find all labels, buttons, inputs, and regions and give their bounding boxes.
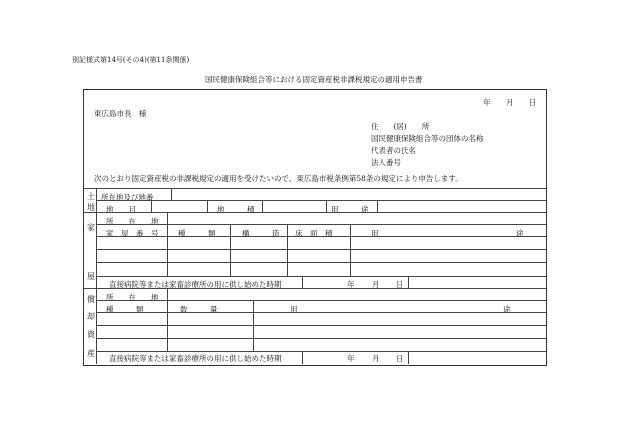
- cell-line: [262, 200, 263, 212]
- divider: [83, 188, 546, 189]
- asset-start-day: 日: [396, 354, 404, 363]
- asset-side-label-1: 償: [87, 295, 95, 304]
- rep-name-label: 代表者の氏名: [371, 146, 416, 155]
- cell-line: [207, 200, 208, 212]
- land-use-label: 用 途: [331, 205, 369, 214]
- land-chimoku-label: 地 目: [106, 205, 136, 214]
- cell-line: [408, 351, 409, 364]
- address-label: 住 (居) 所: [371, 122, 430, 131]
- asset-side-label-3: 資: [87, 330, 95, 339]
- house-col-floor-area: 床 面 積: [295, 229, 333, 238]
- asset-col-use-2: 途: [503, 305, 511, 314]
- house-start-month: 月: [372, 280, 380, 289]
- cell-line: [167, 212, 168, 224]
- land-side-label-1: 土: [87, 192, 95, 201]
- cell-line: [377, 200, 378, 212]
- cell-line: [287, 224, 288, 276]
- row-line: [96, 224, 546, 225]
- cell-line: [302, 276, 303, 288]
- asset-start-year: 年: [347, 354, 355, 363]
- cell-line: [350, 224, 351, 276]
- row-line: [96, 312, 546, 313]
- cell-line: [171, 188, 172, 200]
- org-name-label: 国民健康保険組合等の団体の名称: [371, 134, 484, 143]
- corp-number-label: 法人番号: [371, 158, 401, 167]
- row-line: [96, 325, 546, 326]
- row-line: [96, 249, 546, 250]
- asset-location-label: 所 在 地: [106, 293, 159, 302]
- cell-line: [151, 200, 152, 212]
- date-year: 年: [483, 98, 491, 107]
- row-line: [96, 351, 546, 352]
- land-location-label: 所在地及び地番: [101, 193, 154, 202]
- asset-col-quantity: 数 量: [180, 305, 218, 314]
- row-line: [96, 262, 546, 263]
- row-line: [96, 300, 546, 301]
- land-chiseki-label: 地 積: [217, 205, 255, 214]
- section-line: [83, 288, 546, 289]
- land-side-label-2: 地: [87, 203, 95, 212]
- cell-line: [408, 276, 409, 288]
- asset-side-label-4: 産: [87, 349, 95, 358]
- row-line: [96, 200, 546, 201]
- house-col-structure: 構 造: [242, 229, 280, 238]
- house-side-label-1: 家: [87, 223, 95, 232]
- section-line: [83, 212, 546, 213]
- house-start-year: 年: [347, 280, 355, 289]
- cell-line: [167, 288, 168, 300]
- house-col-kind: 種 類: [178, 229, 216, 238]
- house-col-number: 家 屋 番 号: [106, 229, 159, 238]
- form-title: 国民健康保険組合等における固定資産税非課税規定の適用申告書: [205, 75, 423, 84]
- cell-line: [167, 224, 168, 276]
- house-location-label: 所 在 地: [106, 217, 159, 226]
- asset-side-label-2: 却: [87, 312, 95, 321]
- asset-col-kind: 種 類: [106, 305, 144, 314]
- row-line: [96, 338, 546, 339]
- house-start-label: 直接病院等または家畜診療所の用に供し始めた時期: [109, 280, 282, 289]
- cell-line: [230, 224, 231, 276]
- date-month: 月: [506, 98, 514, 107]
- row-line: [96, 276, 546, 277]
- house-col-use-2: 途: [516, 229, 524, 238]
- house-start-day: 日: [396, 280, 404, 289]
- cell-line: [326, 200, 327, 212]
- asset-col-use-1: 用: [290, 305, 298, 314]
- application-statement: 次のとおり固定資産税の非課税規定の適用を受けたいので、東広島市税条例第58条の規定により申告します。: [94, 174, 463, 183]
- asset-start-month: 月: [372, 354, 380, 363]
- asset-start-label: 直接病院等または家畜診療所の用に供し始めた時期: [109, 354, 282, 363]
- house-side-label-2: 屋: [87, 272, 95, 281]
- house-col-use-1: 用: [371, 229, 379, 238]
- addressee: 東広島市長 様: [94, 109, 147, 118]
- cell-line: [302, 351, 303, 364]
- row-line: [96, 236, 546, 237]
- form-number: 別記様式第14号(その4)(第11条関係): [72, 56, 190, 64]
- date-day: 日: [529, 98, 537, 107]
